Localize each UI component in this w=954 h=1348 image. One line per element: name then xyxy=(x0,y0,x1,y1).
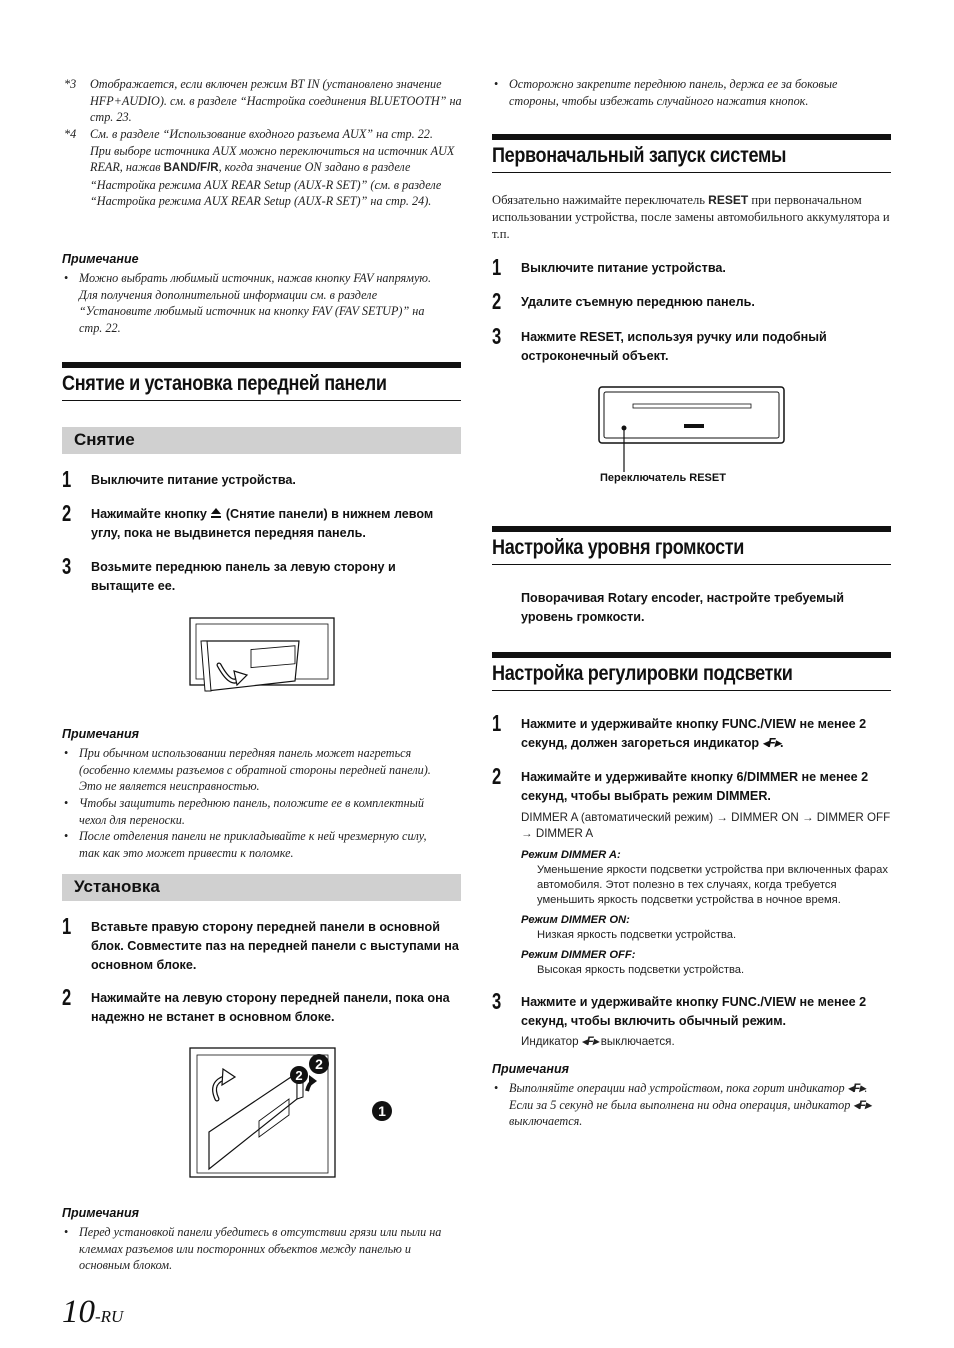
section-heading-startup: Первоначальный запуск системы xyxy=(492,134,891,173)
subheading-removal: Снятие xyxy=(62,427,461,454)
mode-dimmer-on-label: Режим DIMMER ON: xyxy=(521,914,630,926)
f-indicator-icon: ◂F▸ xyxy=(762,736,780,750)
dimmer-sequence: DIMMER A (автоматический режим) → DIMMER ON → DIMMER OFF → DIMMER A xyxy=(521,811,891,840)
footnote-3: *3 Отображается, если включен режим BT IN (установлено значение HFP+AUDIO). см. в разделе “Настройка соединения BLUETOOTH” на стр. 23. xyxy=(64,77,462,125)
mode-dimmer-on-desc: Низкая яркость подсветки устройства. xyxy=(537,929,737,941)
callout-1-badge xyxy=(370,1099,394,1123)
removal-note-1: • При обычном использовании передняя панель может нагреться (особенно клеммы разъемов с обратной стороны передней панели). Это не является неисправностью. xyxy=(62,745,447,795)
callout-2-badge xyxy=(307,1052,331,1076)
eject-icon xyxy=(210,507,222,519)
reset-caption: Переключатель RESET xyxy=(600,472,726,484)
mode-dimmer-off-label: Режим DIMMER OFF: xyxy=(521,949,636,961)
f-indicator-icon: ◂F▸ xyxy=(847,1081,865,1095)
section-heading-panel: Снятие и установка передней панели xyxy=(62,362,461,401)
page-number: 10-RU xyxy=(62,1294,124,1330)
install-notes-heading: Примечания xyxy=(62,1206,139,1220)
section-heading-volume: Настройка уровня громкости xyxy=(492,526,891,565)
dimmer-note-1: • Выполняйте операции над устройством, пока горит индикатор ◂F▸. Если за 5 секунд не была выполнена ни одна операция, индикатор ◂F▸ выключается. xyxy=(492,1080,877,1130)
install-note-1: • Перед установкой панели убедитесь в отсутствии грязи или пыли на клеммах разъемов или посторонних объектов между панелью и основным блоком. xyxy=(62,1224,447,1274)
callout-2: 2 xyxy=(295,1068,303,1083)
mode-dimmer-off-desc: Высокая яркость подсветки устройства. xyxy=(537,964,745,976)
mode-dimmer-a-label: Режим DIMMER A: xyxy=(521,849,621,861)
note-bullet: • Можно выбрать любимый источник, нажав кнопку FAV напрямую. Для получения дополнительной информации см. в разделе “Установите любимый источник на кнопку FAV (FAV SETUP)” на стр. 22. xyxy=(62,270,447,336)
indicator-off-line: Индикатор ◂F▸ выключается. xyxy=(521,1035,675,1048)
subheading-install: Установка xyxy=(62,874,461,901)
mode-dimmer-a-desc: Уменьшение яркости подсветки устройства при включенных фарах автомобиля. Этот полезно в тех случаях, когда требуется уменьшить яркость подсветки устройства в ночное время. xyxy=(537,864,888,906)
callout-2-label: 2 xyxy=(315,1056,323,1072)
footnote-4: *4 См. в разделе “Использование входного разъема AUX” на стр. 22. При выборе источника AUX можно переключиться на источник AUX REAR, нажав BAND/F/R, когда значение ON задано в разделе “Настройка режима AUX REAR Setup (AUX-R SET)” (см. в разделе “Настройка режима AUX REAR Setup (AUX-R SET)” на стр. 24). xyxy=(64,127,455,209)
note-heading: Примечание xyxy=(62,252,139,266)
f-indicator-icon: ◂F▸ xyxy=(581,1035,598,1048)
top-note-bullet: • Осторожно закрепите переднюю панель, держа ее за боковые стороны, чтобы избежать случайного нажатия кнопок. xyxy=(492,76,877,109)
f-indicator-icon: ◂F▸ xyxy=(853,1097,871,1112)
callout-1-label: 1 xyxy=(378,1103,386,1119)
volume-instruction: Поворачивая Rotary encoder, настройте требуемый уровень громкости. xyxy=(521,591,844,624)
removal-notes-heading: Примечания xyxy=(62,727,139,741)
removal-illustration xyxy=(189,617,335,701)
removal-note-2: • Чтобы защитить переднюю панель, положите ее в комплектный чехол для переноски. xyxy=(62,795,447,828)
section-heading-dimmer: Настройка регулировки подсветки xyxy=(492,652,891,691)
removal-note-3: • После отделения панели не прикладывайте к ней чрезмерную силу, так как это может привести к поломке. xyxy=(62,828,447,861)
reset-illustration xyxy=(598,386,786,474)
startup-intro: Обязательно нажимайте переключатель RESET при первоначальном использовании устройства, после замены автомобильного аккумулятора и т.п. xyxy=(492,193,890,241)
dimmer-notes-heading: Примечания xyxy=(492,1062,569,1076)
